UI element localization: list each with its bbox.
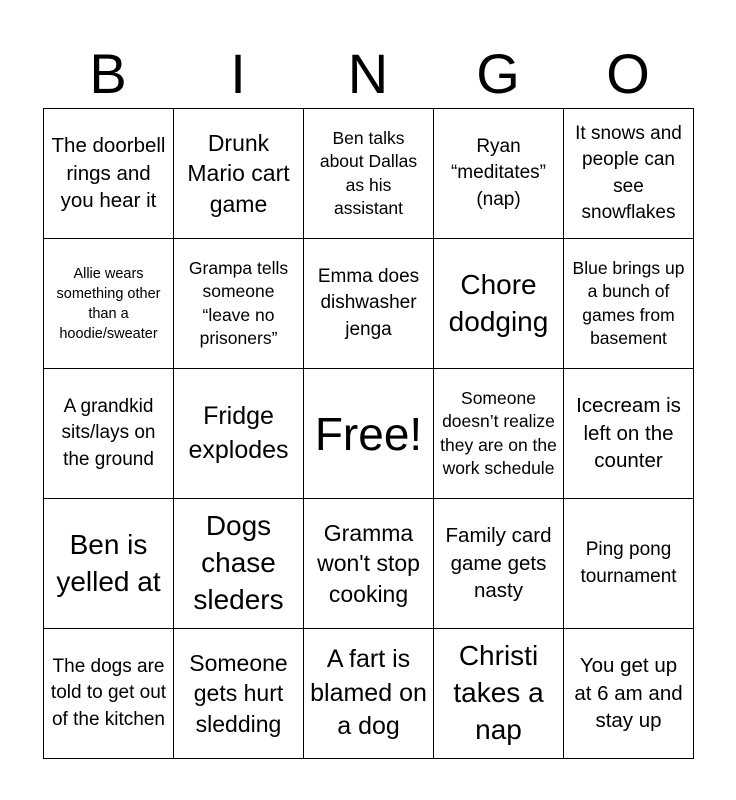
cell-text: Blue brings up a bunch of games from basement (572, 257, 685, 348)
bingo-header (43, 40, 693, 108)
header-letter-g: G (476, 42, 520, 105)
cell-text: The doorbell rings and you hear it (51, 133, 166, 213)
cell-text: You get up at 6 am and stay up (574, 653, 683, 733)
cell-text: It snows and people can see snowflakes (575, 123, 682, 223)
bingo-cell[interactable] (174, 239, 304, 369)
cell-text: Ping pong tournament (580, 539, 677, 587)
cell-text: Someone gets hurt sledding (189, 649, 288, 737)
free-space-text: Free! (314, 407, 423, 460)
bingo-cell[interactable] (564, 109, 694, 239)
cell-text: Family card game gets nasty (445, 523, 552, 603)
bingo-board (43, 108, 694, 759)
cell-text: Someone doesn’t realize they are on the work schedule (440, 387, 557, 478)
cell-text: Drunk Mario cart game (187, 129, 290, 217)
bingo-cell[interactable] (44, 629, 174, 759)
bingo-cell[interactable] (304, 499, 434, 629)
cell-text: Ben is yelled at (56, 528, 161, 597)
bingo-cell[interactable] (434, 369, 564, 499)
header-letter-o: O (606, 42, 650, 105)
bingo-cell[interactable] (304, 109, 434, 239)
cell-text: Christi takes a nap (453, 640, 544, 745)
bingo-cell[interactable] (174, 499, 304, 629)
bingo-cell[interactable] (174, 109, 304, 239)
cell-text: Ryan “meditates” (nap) (450, 136, 547, 210)
bingo-cell[interactable] (304, 239, 434, 369)
bingo-cell[interactable] (44, 369, 174, 499)
bingo-cell[interactable] (434, 499, 564, 629)
cell-text: Gramma won't stop cooking (317, 519, 420, 607)
bingo-cell[interactable] (434, 239, 564, 369)
bingo-cell[interactable] (44, 239, 174, 369)
bingo-cell[interactable] (304, 629, 434, 759)
cell-text: Fridge explodes (188, 402, 289, 464)
header-letter-b: B (89, 42, 127, 105)
bingo-cell[interactable] (564, 239, 694, 369)
cell-text: Allie wears something other than a hoodie/sweater (56, 265, 161, 342)
cell-text: Ben talks about Dallas as his assistant (319, 127, 418, 218)
cell-text: Dogs chase sleders (193, 510, 284, 615)
bingo-cell[interactable] (174, 369, 304, 499)
bingo-cell[interactable] (564, 629, 694, 759)
cell-text: Emma does dishwasher jenga (317, 266, 420, 340)
bingo-cell[interactable] (564, 369, 694, 499)
bingo-cell[interactable] (434, 629, 564, 759)
bingo-cell[interactable] (564, 499, 694, 629)
bingo-cell[interactable] (44, 499, 174, 629)
cell-text: Grampa tells someone “leave no prisoners” (188, 257, 289, 348)
bingo-cell[interactable] (174, 629, 304, 759)
bingo-cell[interactable] (434, 109, 564, 239)
header-letter-n: N (347, 42, 389, 105)
cell-text: The dogs are told to get out of the kitchen (50, 656, 167, 730)
header-letter-i: I (230, 42, 246, 105)
cell-text: A fart is blamed on a dog (310, 645, 427, 741)
cell-text: A grandkid sits/lays on the ground (61, 396, 156, 470)
cell-text: Chore dodging (448, 268, 549, 337)
bingo-cell[interactable] (44, 109, 174, 239)
free-space-cell[interactable] (304, 369, 434, 499)
cell-text: Icecream is left on the counter (576, 393, 681, 473)
